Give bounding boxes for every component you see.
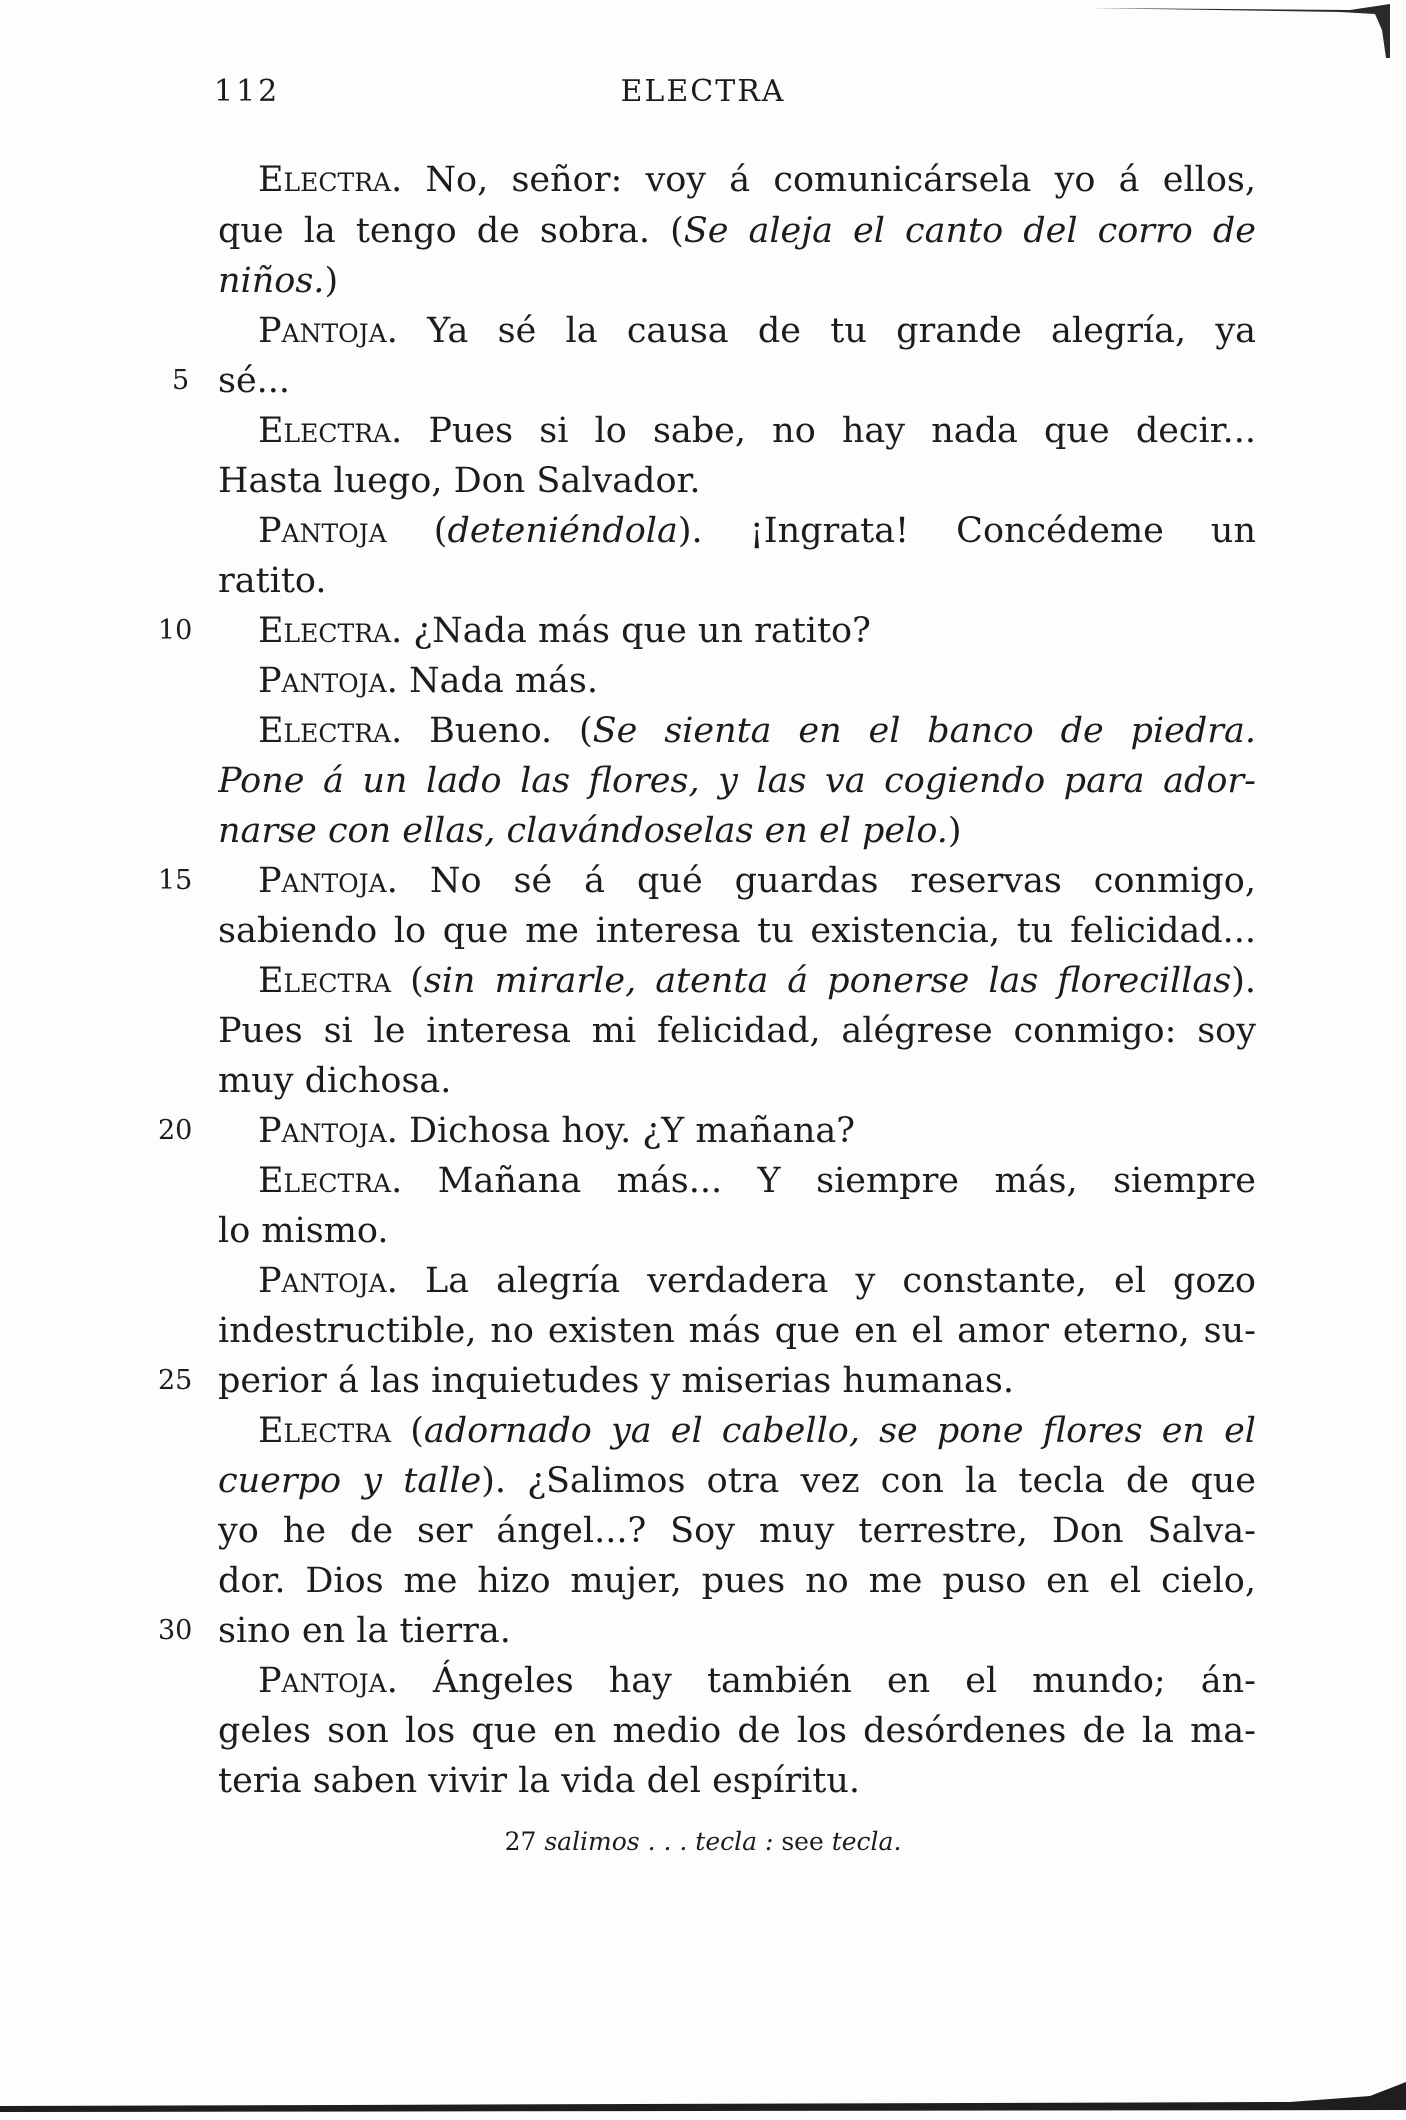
speaker-name: Electra.: [258, 160, 403, 200]
stage-direction: sin mirarle, atenta á ponerse las florecillas: [423, 961, 1232, 1001]
speaker-name: Electra.: [258, 1161, 403, 1201]
stage-direction: niños.: [218, 261, 325, 301]
text-line: [218, 1256, 1256, 1306]
dialogue-text: ): [324, 261, 339, 301]
dialogue-text: geles son los que en medio de los desórdenes de la ma-: [218, 1711, 1256, 1751]
dialogue-text: ¿Nada más que un ratito?: [402, 611, 871, 651]
dialogue-text: La alegría verdadera y constante, el gozo: [397, 1261, 1256, 1301]
speaker-name: Electra.: [258, 711, 403, 751]
line-number: 10: [158, 615, 193, 646]
footnote-lemma: salimos . . . tecla :: [544, 1827, 774, 1856]
dialogue-text: Hasta luego, Don Salvador.: [218, 461, 701, 501]
text-line: [218, 1356, 1256, 1406]
stage-direction: cuerpo y talle: [218, 1461, 482, 1501]
text-line: [218, 1456, 1256, 1506]
text-line: [218, 1206, 1256, 1256]
dialogue-text: Ángeles hay también en el mundo; án-: [397, 1661, 1256, 1701]
text-line: [218, 906, 1256, 956]
text-line: [218, 1756, 1256, 1806]
line-number: 15: [158, 865, 193, 896]
line-number: 20: [158, 1115, 193, 1146]
speaker-name: Pantoja.: [258, 661, 398, 701]
stage-direction: deteniéndola: [447, 511, 678, 551]
text-line: [218, 506, 1256, 556]
text-line: [218, 706, 1256, 756]
dialogue-text: Dichosa hoy. ¿Y mañana?: [397, 1111, 856, 1151]
text-line: [218, 556, 1256, 606]
line-number: 5: [172, 365, 190, 396]
text-line: [218, 155, 1256, 205]
text-line: [218, 406, 1256, 456]
dialogue-text: que la tengo de sobra. (: [218, 211, 684, 251]
text-line: [218, 256, 1256, 306]
dialogue-text: perior á las inquietudes y miserias humanas.: [218, 1361, 1014, 1401]
text-line: [218, 1406, 1256, 1456]
speaker-name: Electra.: [258, 411, 403, 451]
line-number: 30: [158, 1615, 193, 1646]
text-line: [218, 1156, 1256, 1206]
text-line: [218, 356, 1256, 406]
dialogue-text: yo he de ser ángel...? Soy muy terrestre, Don Salva-: [218, 1511, 1256, 1551]
text-line: [218, 656, 1256, 706]
text-line: [218, 306, 1256, 356]
stage-direction: Pone á un lado las flores, y las va cogiendo para ador-: [218, 761, 1256, 801]
dialogue-text: Pues si lo sabe, no hay nada que decir...: [402, 411, 1256, 451]
text-line: [218, 1106, 1256, 1156]
dialogue-text: sino en la tierra.: [218, 1611, 511, 1651]
text-line: [218, 1306, 1256, 1356]
text-line: [218, 1656, 1256, 1706]
dialogue-text: lo mismo.: [218, 1211, 389, 1251]
speaker-name: Pantoja.: [258, 861, 398, 901]
dialogue-text: teria saben vivir la vida del espíritu.: [218, 1761, 861, 1801]
text-line: [218, 1606, 1256, 1656]
dialogue-text: sabiendo lo que me interesa tu existencia, tu felicidad...: [218, 911, 1256, 951]
text-line: [218, 756, 1256, 806]
dialogue-text: ): [947, 811, 962, 851]
footnote: [0, 1824, 1406, 1860]
dialogue-text: muy dichosa.: [218, 1061, 452, 1101]
scan-edge-bottom: [0, 2080, 1406, 2120]
scan-edge-top: [1090, 0, 1390, 60]
dialogue-text: dor. Dios me hizo mujer, pues no me puso en el cielo,: [218, 1561, 1256, 1601]
dialogue-text: sé...: [218, 361, 291, 401]
dialogue-text: Bueno. (: [402, 711, 593, 751]
text-line: [218, 956, 1256, 1006]
footnote-number: 27: [504, 1827, 537, 1856]
speaker-name: Electra: [258, 961, 392, 1001]
dialogue-text: (: [391, 1411, 424, 1451]
stage-direction: Se sienta en el banco de piedra.: [592, 711, 1256, 751]
dialogue-text: indestructible, no existen más que en el amor eterno, su-: [218, 1311, 1256, 1351]
stage-direction: narse con ellas, clavándoselas en el pelo.: [218, 811, 948, 851]
dialogue-text: Nada más.: [397, 661, 599, 701]
text-line: [218, 806, 1256, 856]
dialogue-text: ). ¡Ingrata! Concédeme un: [677, 511, 1256, 551]
text-line: [218, 456, 1256, 506]
speaker-name: Pantoja: [258, 511, 387, 551]
speaker-name: Electra.: [258, 611, 403, 651]
stage-direction: adornado ya el cabello, se pone flores en el: [423, 1411, 1256, 1451]
footnote-reference: tecla.: [831, 1827, 902, 1856]
dialogue-text: Mañana más... Y siempre más, siempre: [402, 1161, 1256, 1201]
dialogue-text: No, señor: voy á comunicársela yo á ellos,: [402, 160, 1256, 200]
stage-direction: Se aleja el canto del corro de: [683, 211, 1256, 251]
speaker-name: Pantoja.: [258, 311, 398, 351]
text-line: [218, 1006, 1256, 1056]
text-line: [218, 606, 1256, 656]
footnote-note: see: [781, 1827, 824, 1856]
dialogue-text: (: [391, 961, 424, 1001]
dialogue-text: Pues si le interesa mi felicidad, alégrese conmigo: soy: [218, 1011, 1256, 1051]
dialogue-text: ). ¿Salimos otra vez con la tecla de que: [481, 1461, 1256, 1501]
text-line: [218, 1506, 1256, 1556]
text-line: [218, 206, 1256, 256]
page-number: 112: [214, 74, 281, 109]
speaker-name: Pantoja.: [258, 1261, 398, 1301]
dialogue-text: ).: [1231, 961, 1256, 1001]
dialogue-text: ratito.: [218, 561, 327, 601]
text-line: [218, 1056, 1256, 1106]
text-line: [218, 1706, 1256, 1756]
dialogue-text: Ya sé la causa de tu grande alegría, ya: [397, 311, 1256, 351]
text-line: [218, 856, 1256, 906]
line-number: 25: [158, 1365, 193, 1396]
text-line: [218, 1556, 1256, 1606]
dialogue-text: No sé á qué guardas reservas conmigo,: [397, 861, 1256, 901]
dialogue-text: (: [386, 511, 448, 551]
speaker-name: Pantoja.: [258, 1661, 398, 1701]
speaker-name: Pantoja.: [258, 1111, 398, 1151]
running-head: ELECTRA: [620, 74, 786, 109]
speaker-name: Electra: [258, 1411, 392, 1451]
